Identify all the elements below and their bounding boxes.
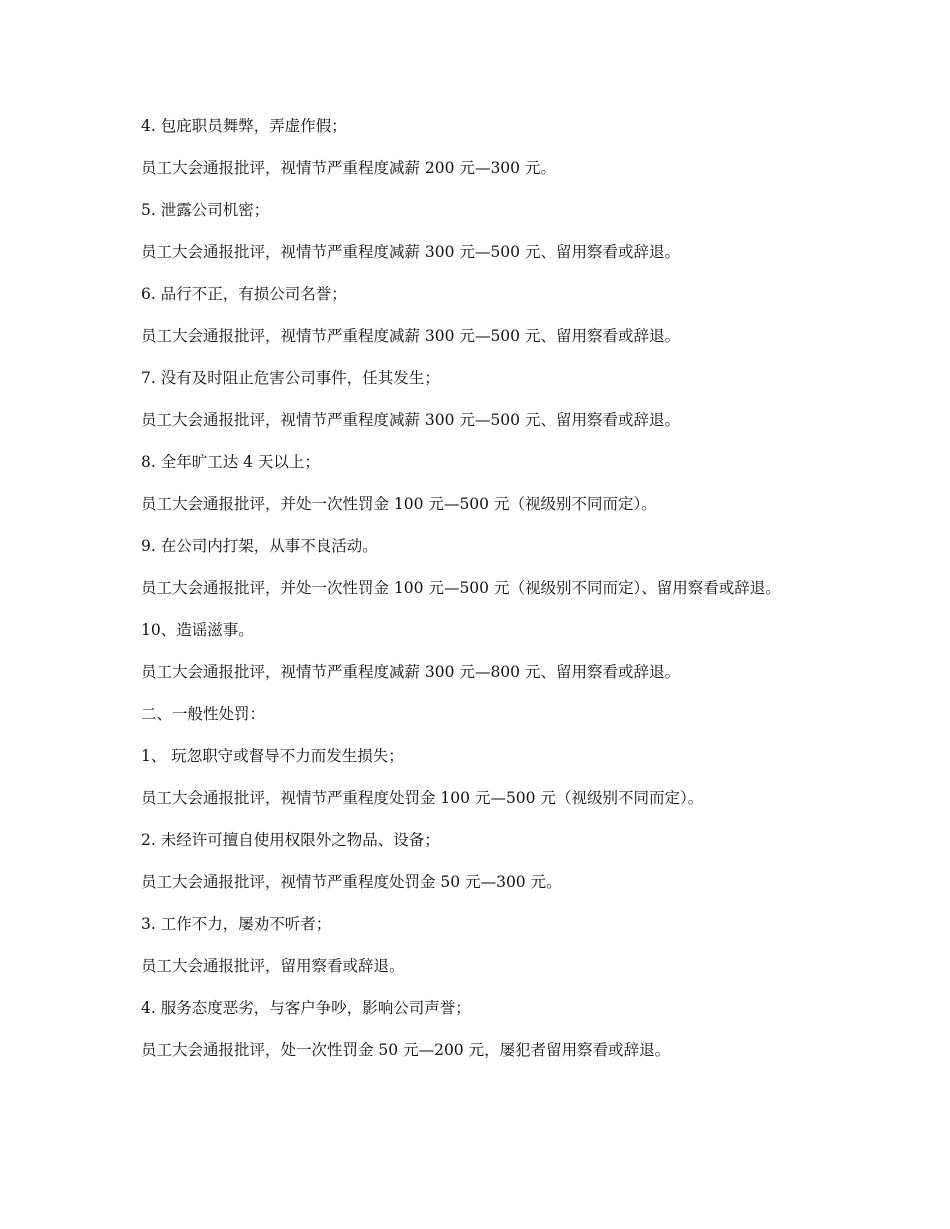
paragraph-20: 3. 工作不力，屡劝不听者； xyxy=(141,915,332,933)
paragraph-6: 员工大会通报批评，视情节严重程度减薪 300 元—500 元、留用察看或辞退。 xyxy=(141,327,680,345)
paragraph-3: 5. 泄露公司机密； xyxy=(141,201,270,219)
paragraph-5: 6. 品行不正，有损公司名誉； xyxy=(141,285,347,303)
paragraph-12: 员工大会通报批评，并处一次性罚金 100 元—500 元（视级别不同而定）、留用察看或辞退。 xyxy=(141,579,781,597)
paragraph-22: 4. 服务态度恶劣，与客户争吵，影响公司声誉； xyxy=(141,999,471,1017)
paragraph-15: 二、一般性处罚： xyxy=(141,705,266,723)
paragraph-1: 4. 包庇职员舞弊，弄虚作假； xyxy=(141,117,347,135)
paragraph-13: 10、造谣滋事。 xyxy=(141,621,254,639)
paragraph-16: 1、 玩忽职守或督导不力而发生损失； xyxy=(141,747,404,765)
paragraph-8: 员工大会通报批评，视情节严重程度减薪 300 元—500 元、留用察看或辞退。 xyxy=(141,411,680,429)
paragraph-21: 员工大会通报批评，留用察看或辞退。 xyxy=(141,957,405,975)
paragraph-7: 7. 没有及时阻止危害公司事件，任其发生； xyxy=(141,369,440,387)
paragraph-17: 员工大会通报批评，视情节严重程度处罚金 100 元—500 元（视级别不同而定）。 xyxy=(141,789,704,807)
document-body xyxy=(141,112,811,1078)
paragraph-9: 8. 全年旷工达 4 天以上； xyxy=(141,453,320,471)
paragraph-23: 员工大会通报批评，处一次性罚金 50 元—200 元，屡犯者留用察看或辞退。 xyxy=(141,1041,671,1059)
paragraph-19: 员工大会通报批评，视情节严重程度处罚金 50 元—300 元。 xyxy=(141,873,562,891)
paragraph-4: 员工大会通报批评，视情节严重程度减薪 300 元—500 元、留用察看或辞退。 xyxy=(141,243,680,261)
paragraph-14: 员工大会通报批评，视情节严重程度减薪 300 元—800 元、留用察看或辞退。 xyxy=(141,663,680,681)
paragraph-10: 员工大会通报批评，并处一次性罚金 100 元—500 元（视级别不同而定）。 xyxy=(141,495,657,513)
paragraph-2: 员工大会通报批评，视情节严重程度减薪 200 元—300 元。 xyxy=(141,159,556,177)
paragraph-11: 9. 在公司内打架，从事不良活动。 xyxy=(141,537,378,555)
paragraph-18: 2. 未经许可擅自使用权限外之物品、设备； xyxy=(141,831,440,849)
